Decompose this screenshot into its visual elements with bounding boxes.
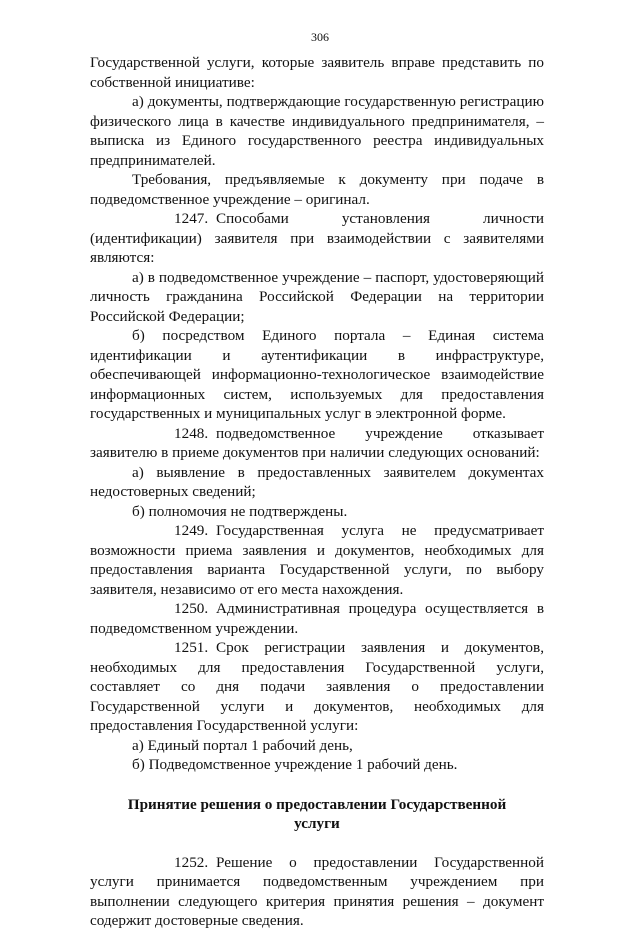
paragraph-number: 1249. [174, 522, 209, 539]
paragraph-sub-item-a: а) Единый портал 1 рабочий день, [132, 736, 353, 754]
paragraph-sub-item-b: б) Подведомственное учреждение 1 рабочий день. [132, 756, 458, 773]
paragraph-continuation: Государственной услуги, которые заявитель вправе представить по собственной инициативе: [90, 54, 544, 91]
paragraph-number: 1252. [174, 853, 209, 871]
paragraph-number: 1250. [174, 600, 209, 617]
paragraph-number: 1248. [174, 424, 209, 442]
paragraph-sub-item-b: б) посредством Единого портала – Единая система идентификации и аутентификации в инфраструктуре, обеспечивающей информационно-технологическое взаимодействие информационных систем, используемых для предоставления государственных и муниципальных услуг в электронной форме. [90, 327, 544, 422]
numbered-paragraph-1250: 1250. Административная процедура осуществляется в подведомственном учреждении. [90, 600, 544, 637]
page-number: 306 [311, 30, 329, 44]
numbered-paragraph-1247: 1247. Способами установления личности (идентификации) заявителя при взаимодействии с заявителями являются: [90, 210, 544, 266]
numbered-paragraph-1248: 1248. подведомственное учреждение отказывает заявителю в приеме документов при наличии следующих оснований: [90, 424, 544, 461]
paragraph-number: 1247. [174, 210, 209, 227]
document-body [90, 53, 544, 931]
numbered-paragraph-1249: 1249. Государственная услуга не предусматривает возможности приема заявления и документов, необходимых для предоставления варианта Государственной услуги, по выбору заявителя, независимо от его места нахождения. [90, 522, 544, 598]
section-heading: Принятие решения о предоставлении Государственной услуги [127, 795, 507, 832]
paragraph-sub-item-a: а) в подведомственное учреждение – паспорт, удостоверяющий личность гражданина Российской Федерации на территории Российской Федерации; [90, 268, 544, 325]
paragraph-sub-item-b: б) полномочия не подтверждены. [132, 502, 348, 520]
paragraph-sub-item-a: а) документы, подтверждающие государственную регистрацию физического лица в качестве индивидуального предпринимателя, – выписка из Единого государственного реестра индивидуальных предпринимателей. [90, 93, 544, 169]
paragraph-requirements: Требования, предъявляемые к документу при подаче в подведомственное учреждение – оригинал. [90, 171, 544, 208]
numbered-paragraph-1252: 1252. Решение о предоставлении Государственной услуги принимается подведомственным учреждением при выполнении следующего критерия принятия решения – документ содержит достоверные сведения. [90, 853, 544, 929]
numbered-paragraph-1251: 1251. Срок регистрации заявления и документов, необходимых для предоставления Государственной услуги, составляет со дня подачи заявления о предоставлении Государственной услуги и документов, необходимых для предоставления Государственной услуги: [90, 639, 544, 734]
paragraph-number: 1251. [174, 639, 209, 656]
paragraph-sub-item-a: а) выявление в предоставленных заявителем документах недостоверных сведений; [90, 463, 544, 500]
